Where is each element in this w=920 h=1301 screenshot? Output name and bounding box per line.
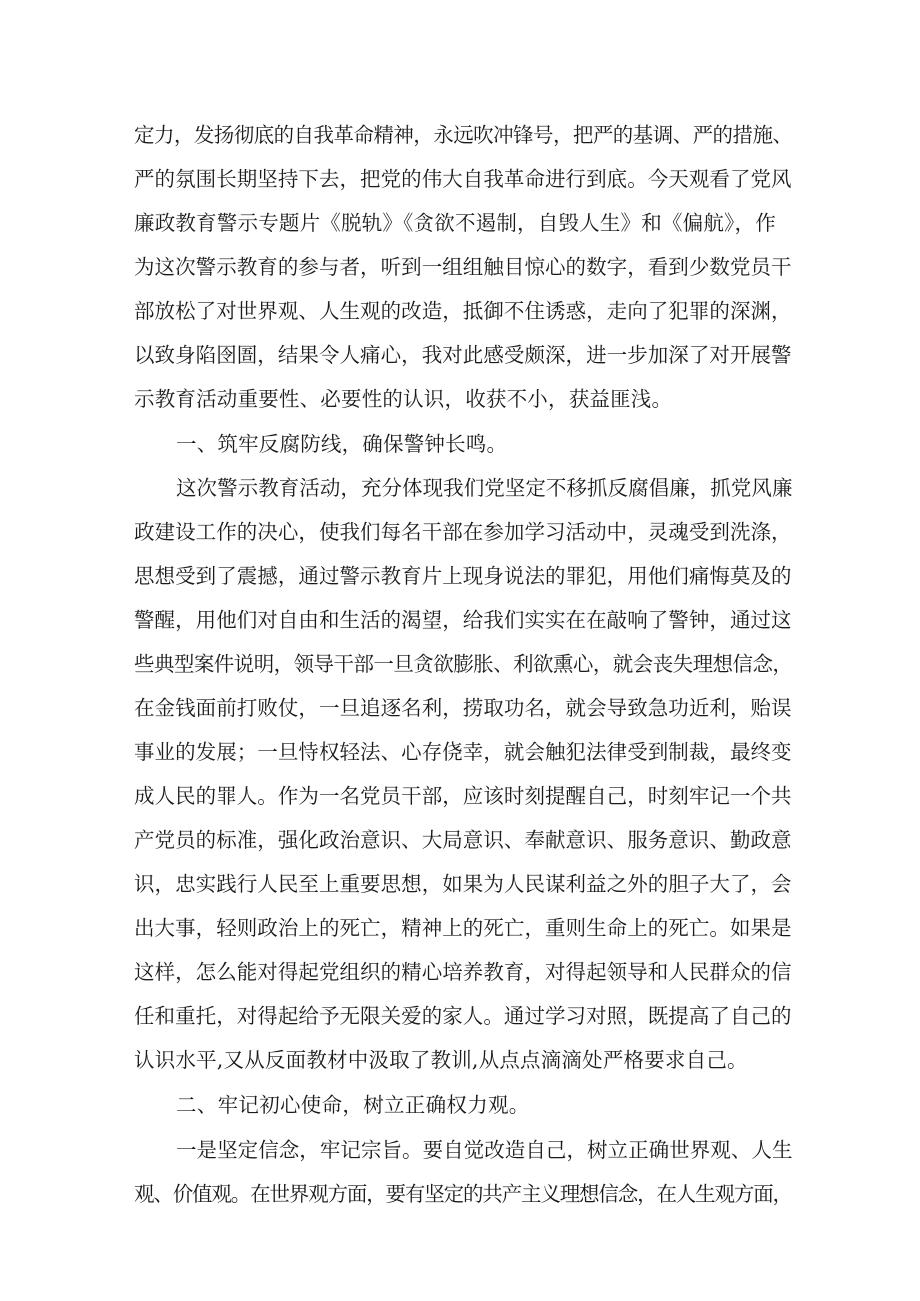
section-heading: 二、牢记初心使命，树立正确权力观。 [176, 1093, 530, 1117]
paragraph-line: 任和重托，对得起给予无限关爱的家人。通过学习对照，既提高了自己的 [134, 1004, 792, 1028]
paragraph-line: 以致身陷囹圄，结果令人痛心，我对此感受颇深，进一步加深了对开展警 [134, 343, 792, 367]
paragraph-line: 一是坚定信念，牢记宗旨。要自觉改造自己，树立正确世界观、人生 [176, 1138, 793, 1162]
paragraph-line: 识，忠实践行人民至上重要思想，如果为人民谋利益之外的胆子大了，会 [134, 872, 792, 896]
paragraph-line: 成人民的罪人。作为一名党员干部，应该时刻提醒自己，时刻牢记一个共 [134, 784, 792, 808]
paragraph-line: 在金钱面前打败仗，一旦追逐名利，捞取功名，就会导致急功近利，贻误 [134, 696, 792, 720]
paragraph-line: 为这次警示教育的参与者，听到一组组触目惊心的数字，看到少数党员干 [134, 255, 792, 279]
section-heading: 一、筑牢反腐防线，确保警钟长鸣。 [176, 432, 508, 456]
paragraph-line: 这次警示教育活动，充分体现我们党坚定不移抓反腐倡廉，抓党风廉 [176, 476, 793, 500]
paragraph-line: 思想受到了震撼，通过警示教育片上现身说法的罪犯，用他们痛悔莫及的 [134, 564, 792, 588]
paragraph-line: 事业的发展；一旦恃权轻法、心存侥幸，就会触犯法律受到制裁，最终变 [134, 740, 792, 764]
paragraph-line: 示教育活动重要性、必要性的认识，收获不小，获益匪浅。 [134, 387, 673, 411]
paragraph-line: 认识水平,又从反面教材中汲取了教训,从点点滴滴处严格要求自己。 [134, 1048, 748, 1072]
paragraph-line: 这样，怎么能对得起党组织的精心培养教育，对得起领导和人民群众的信 [134, 960, 792, 984]
paragraph-line: 观、价值观。在世界观方面，要有坚定的共产主义理想信念，在人生观方面， [134, 1182, 792, 1206]
paragraph-line: 些典型案件说明，领导干部一旦贪欲膨胀、利欲熏心，就会丧失理想信念， [134, 652, 793, 676]
paragraph-line: 出大事，轻则政治上的死亡，精神上的死亡，重则生命上的死亡。如果是 [134, 916, 792, 940]
paragraph-line: 严的氛围长期坚持下去，把党的伟大自我革命进行到底。今天观看了党风 [134, 167, 792, 191]
paragraph-line: 部放松了对世界观、人生观的改造，抵御不住诱惑，走向了犯罪的深渊， [134, 299, 792, 323]
paragraph-line: 廉政教育警示专题片《脱轨》《贪欲不遏制，自毁人生》和《偏航》，作 [134, 211, 776, 235]
paragraph-line: 警醒，用他们对自由和生活的渴望，给我们实实在在敲响了警钟，通过这 [134, 608, 792, 632]
paragraph-line: 定力，发扬彻底的自我革命精神，永远吹冲锋号，把严的基调、严的措施、 [134, 123, 793, 147]
paragraph-line: 产党员的标准，强化政治意识、大局意识、奉献意识、服务意识、勤政意 [134, 828, 792, 852]
paragraph-line: 政建设工作的决心，使我们每名干部在参加学习活动中，灵魂受到洗涤， [134, 520, 792, 544]
